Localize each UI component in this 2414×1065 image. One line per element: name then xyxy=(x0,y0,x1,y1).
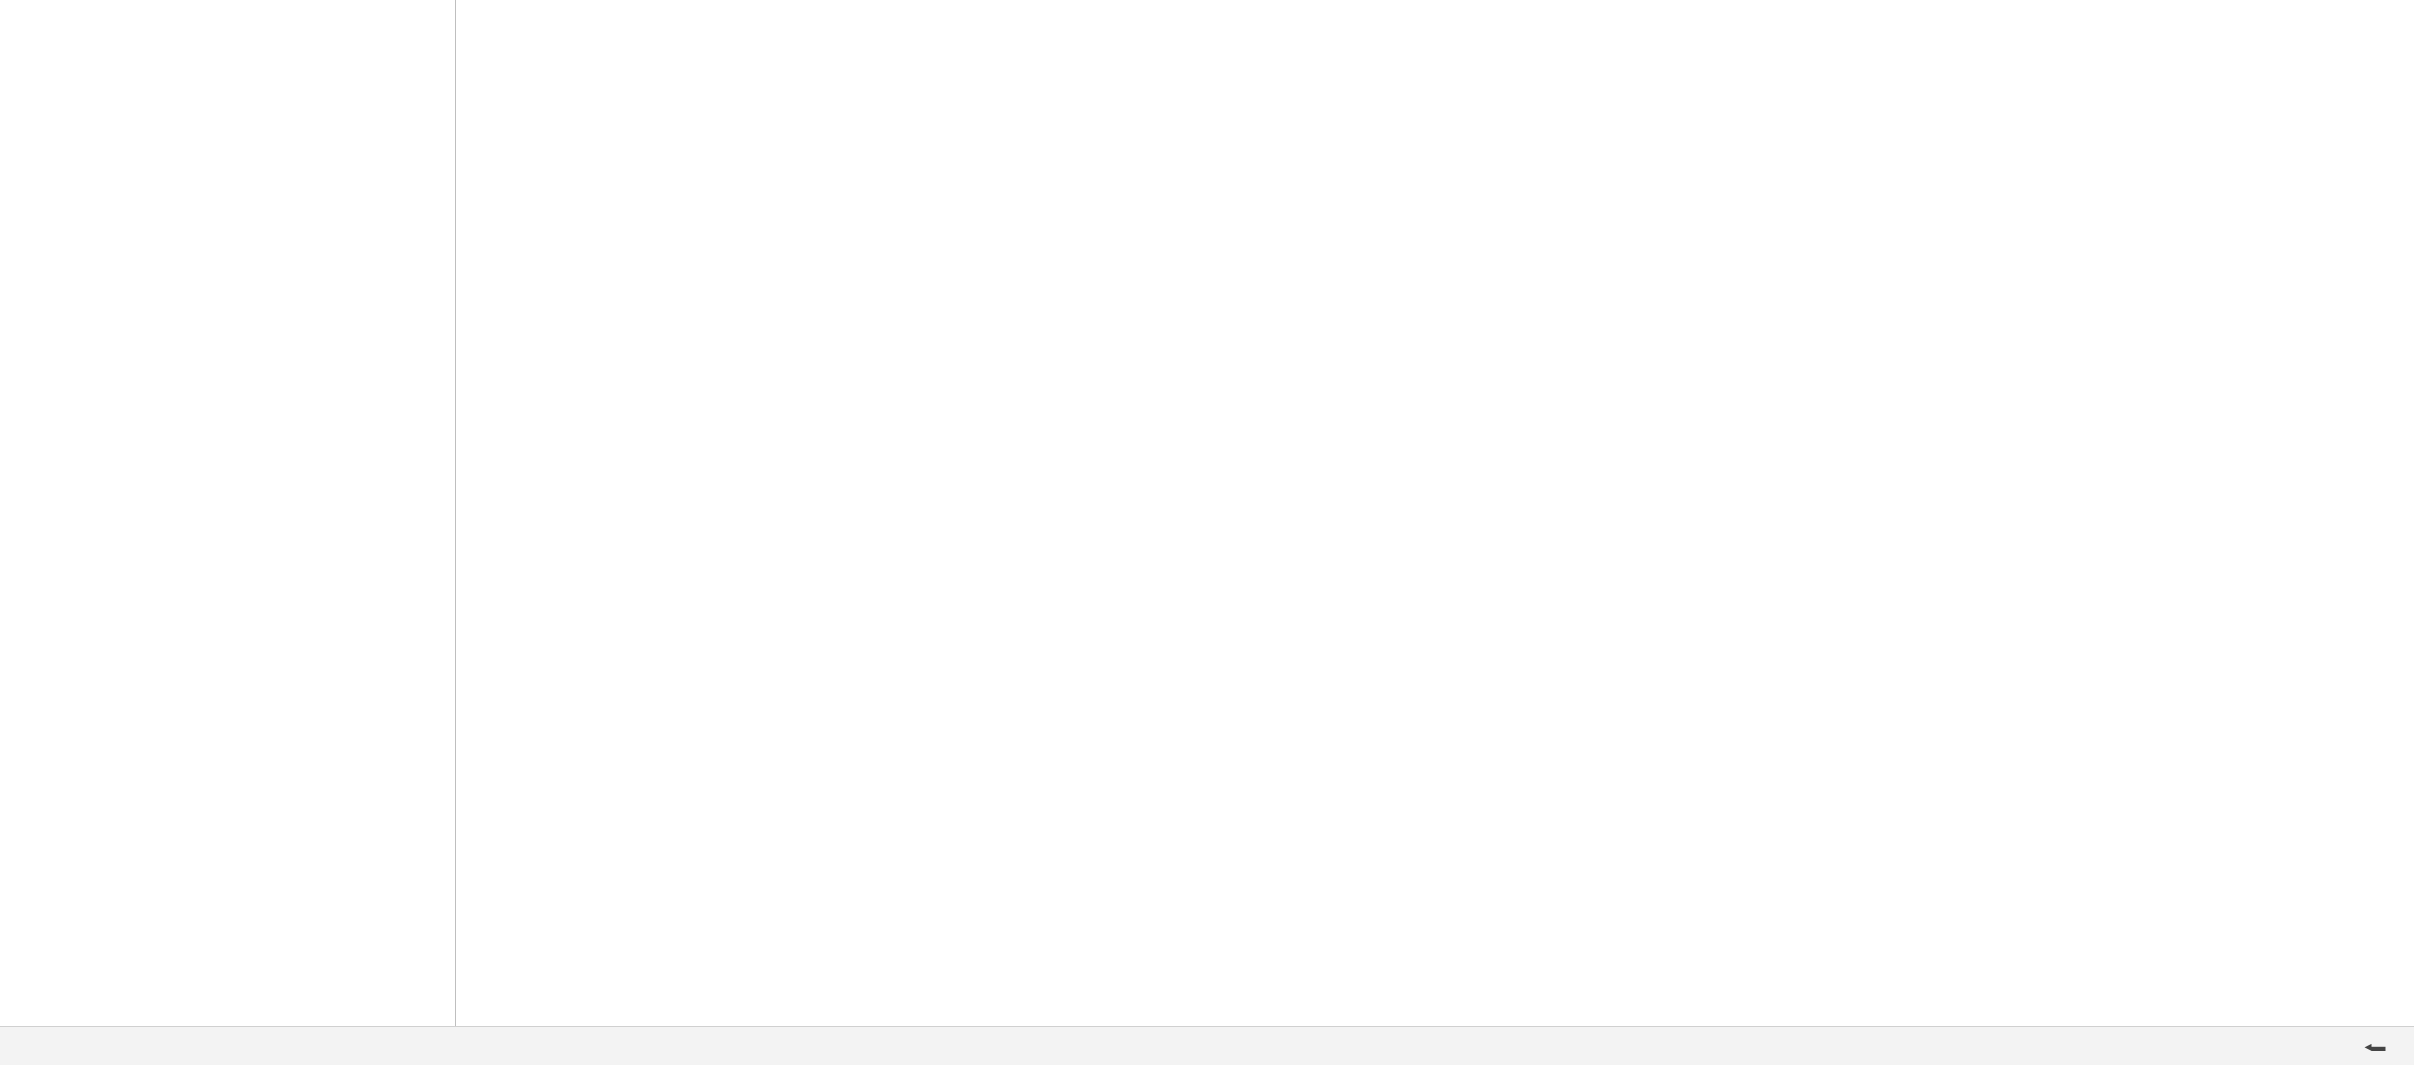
sheet-tab-bar xyxy=(0,1026,2414,1065)
sheet-menu-icon[interactable] xyxy=(2325,1032,2355,1060)
tabs-overflow-icon[interactable] xyxy=(2245,1032,2275,1060)
scrollbar-handle-icon[interactable]: ◂▬ xyxy=(2364,1038,2386,1054)
add-sheet-icon[interactable] xyxy=(2285,1032,2315,1060)
column-divider xyxy=(455,0,456,1026)
left-panel xyxy=(0,0,158,1026)
tabs-scroll-left-icon[interactable] xyxy=(18,1032,48,1060)
